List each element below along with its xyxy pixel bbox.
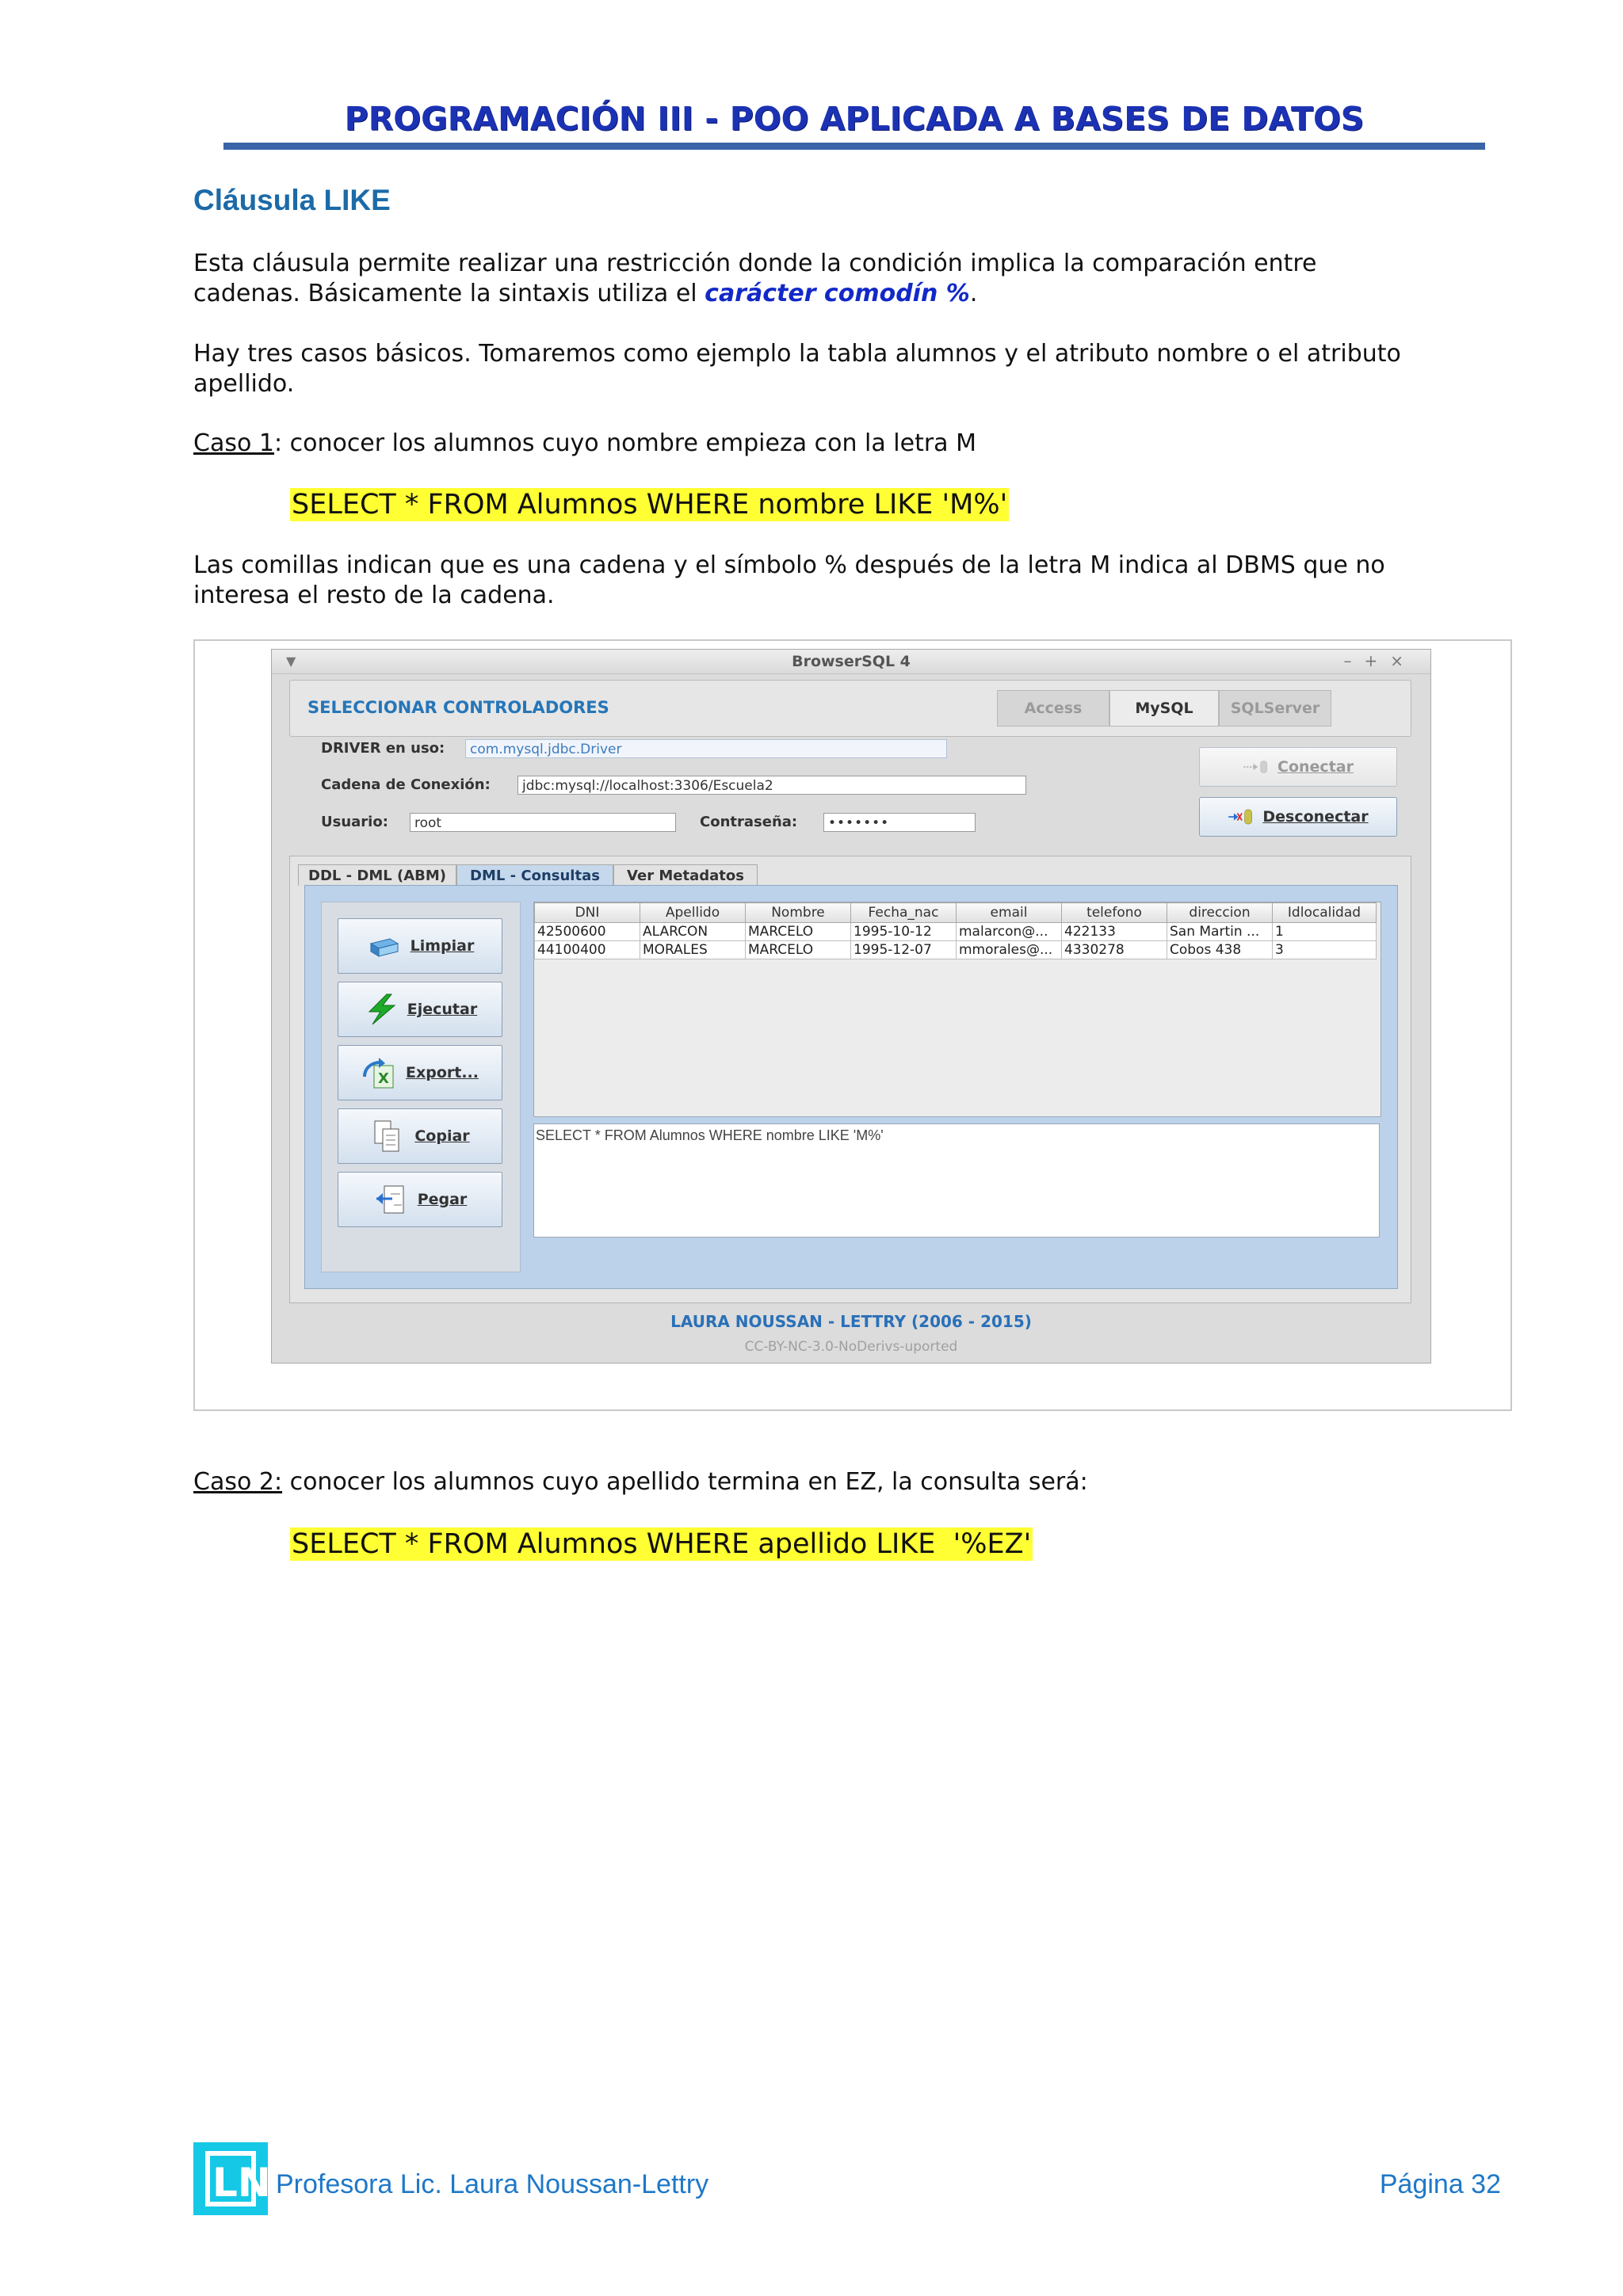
author-logo <box>193 2142 268 2215</box>
col-dni[interactable]: DNI <box>535 903 640 923</box>
col-telefono[interactable]: telefono <box>1062 903 1167 923</box>
table-cell: San Martin ... <box>1167 923 1273 941</box>
table-cell: MARCELO <box>746 923 851 941</box>
limpiar-button[interactable] <box>338 918 502 974</box>
drivers-title: SELECCIONAR CONTROLADORES <box>307 698 609 717</box>
caso2-sql: SELECT * FROM Alumnos WHERE apellido LIKE '%EZ' <box>292 1528 1032 1560</box>
paste-icon <box>373 1183 410 1216</box>
table-cell: 1995-10-12 <box>851 923 957 941</box>
col-email[interactable]: email <box>957 903 1062 923</box>
table-cell: ALARCON <box>640 923 746 941</box>
table-row[interactable] <box>535 923 1377 941</box>
password-field[interactable]: ••••••• <box>823 813 976 832</box>
intro-paragraph <box>193 249 1493 309</box>
export-button[interactable] <box>338 1045 502 1100</box>
table-cell: 1995-12-07 <box>851 941 957 959</box>
connect-button[interactable] <box>1199 747 1397 787</box>
consultas-panel <box>304 885 1398 1289</box>
password-label: Contraseña: <box>700 814 798 830</box>
footer-author: Profesora Lic. Laura Noussan-Lettry <box>276 2169 709 2199</box>
window-controls[interactable]: –+× <box>1343 651 1416 670</box>
query-tabs-panel <box>289 856 1411 1303</box>
table-cell: 422133 <box>1062 923 1167 941</box>
col-apellido[interactable]: Apellido <box>640 903 746 923</box>
disconnect-label: Desconectar <box>1262 808 1369 826</box>
results-grid[interactable] <box>533 902 1381 1117</box>
intro-line-1: Esta cláusula permite realizar una restricción donde la condición implica la comparación entre <box>193 250 1317 277</box>
col-fecha-nac[interactable]: Fecha_nac <box>851 903 957 923</box>
col-direccion[interactable]: direccion <box>1167 903 1273 923</box>
window-menu-icon[interactable]: ▼ <box>286 654 296 669</box>
tab-ddl-dml[interactable]: DDL - DML (ABM) <box>298 864 456 886</box>
results-table <box>534 902 1377 959</box>
ejecutar-label: Ejecutar <box>407 1001 478 1018</box>
tab-ver-metadatos[interactable]: Ver Metadatos <box>613 864 758 886</box>
window-title: BrowserSQL 4 <box>792 653 911 670</box>
intro-line-2-text: cadenas. Básicamente la sintaxis utiliza el <box>193 280 705 307</box>
results-header-row <box>535 903 1377 923</box>
caso1-text: : conocer los alumnos cuyo nombre empieza con la letra M <box>273 429 976 457</box>
connect-icon <box>1243 753 1270 780</box>
table-cell: Cobos 438 <box>1167 941 1273 959</box>
intro-line-2-end: . <box>969 280 978 307</box>
table-cell: mmorales@... <box>957 941 1062 959</box>
limpiar-label: Limpiar <box>410 937 475 955</box>
copy-icon <box>370 1119 407 1153</box>
cases-line-2: apellido. <box>193 370 295 398</box>
user-label: Usuario: <box>321 814 388 830</box>
pegar-button[interactable] <box>338 1172 502 1227</box>
intro-line-2 <box>193 279 1493 309</box>
table-cell: MARCELO <box>746 941 851 959</box>
caso1-sql: SELECT * FROM Alumnos WHERE nombre LIKE 'M%' <box>292 489 1008 521</box>
caso1-label: Caso 1 <box>193 429 274 457</box>
ejecutar-button[interactable] <box>338 982 502 1037</box>
disconnect-button[interactable] <box>1199 797 1397 837</box>
table-row[interactable] <box>535 941 1377 959</box>
driver-field[interactable]: com.mysql.jdbc.Driver <box>465 739 947 758</box>
explanation-line-2: interesa el resto de la cadena. <box>193 582 555 609</box>
connection-label: Cadena de Conexión: <box>321 776 491 793</box>
explanation-line-1: Las comillas indican que es una cadena y el símbolo % después de la letra M indica al DBMS que no <box>193 551 1385 579</box>
actions-column <box>321 902 521 1272</box>
table-cell: 44100400 <box>535 941 640 959</box>
table-cell: 42500600 <box>535 923 640 941</box>
driver-label: DRIVER en uso: <box>321 740 445 757</box>
lightning-icon <box>363 993 399 1026</box>
caso2-label: Caso 2: <box>193 1468 283 1496</box>
table-cell: MORALES <box>640 941 746 959</box>
drivers-panel <box>289 680 1411 737</box>
pegar-label: Pegar <box>417 1191 468 1208</box>
wildcard-emphasis: carácter comodín % <box>705 280 970 307</box>
window-titlebar <box>272 650 1430 674</box>
eraser-icon <box>366 929 403 963</box>
page-header-title: PROGRAMACIÓN III - POO APLICADA A BASES DE DATOS <box>344 100 1365 138</box>
export-label: Export... <box>406 1064 479 1081</box>
connection-string-field[interactable]: jdbc:mysql://localhost:3306/Escuela2 <box>517 776 1026 795</box>
caso1-paragraph <box>193 429 1493 459</box>
table-cell: malarcon@... <box>957 923 1062 941</box>
browsersql-window <box>271 649 1431 1363</box>
tab-sqlserver[interactable]: SQLServer <box>1219 690 1331 727</box>
cases-paragraph <box>193 339 1493 399</box>
disconnect-icon <box>1228 803 1254 830</box>
tab-access[interactable]: Access <box>997 690 1109 727</box>
cases-line-1: Hay tres casos básicos. Tomaremos como ejemplo la tabla alumnos y el atributo nombre o el atributo <box>193 340 1401 368</box>
col-nombre[interactable]: Nombre <box>746 903 851 923</box>
section-title: Cláusula LIKE <box>193 184 391 216</box>
copiar-button[interactable] <box>338 1108 502 1164</box>
tab-dml-consultas[interactable]: DML - Consultas <box>456 864 613 886</box>
caso2-paragraph <box>193 1467 1493 1497</box>
copiar-label: Copiar <box>414 1127 470 1145</box>
connect-label: Conectar <box>1277 758 1354 776</box>
svg-text:LN: LN <box>212 2160 268 2206</box>
author-logo-icon <box>193 2142 268 2215</box>
table-cell: 1 <box>1273 923 1377 941</box>
header-divider <box>223 143 1485 150</box>
table-cell: 4330278 <box>1062 941 1167 959</box>
tab-mysql[interactable]: MySQL <box>1109 690 1219 727</box>
query-textarea[interactable]: SELECT * FROM Alumnos WHERE nombre LIKE 'M%' <box>533 1123 1380 1238</box>
col-idlocalidad[interactable]: Idlocalidad <box>1273 903 1377 923</box>
caso2-text: conocer los alumnos cuyo apellido termina en EZ, la consulta será: <box>282 1468 1088 1496</box>
user-field[interactable]: root <box>410 813 676 832</box>
explanation-paragraph <box>193 551 1493 611</box>
svg-text:X: X <box>378 1070 389 1087</box>
driver-tabs <box>997 690 1331 727</box>
page-number: Página 32 <box>1379 2169 1501 2199</box>
app-footer-author: LAURA NOUSSAN - LETTRY (2006 - 2015) <box>670 1312 1032 1331</box>
excel-export-icon <box>361 1056 398 1089</box>
table-cell: 3 <box>1273 941 1377 959</box>
app-footer-license: CC-BY-NC-3.0-NoDerivs-uported <box>744 1339 958 1355</box>
